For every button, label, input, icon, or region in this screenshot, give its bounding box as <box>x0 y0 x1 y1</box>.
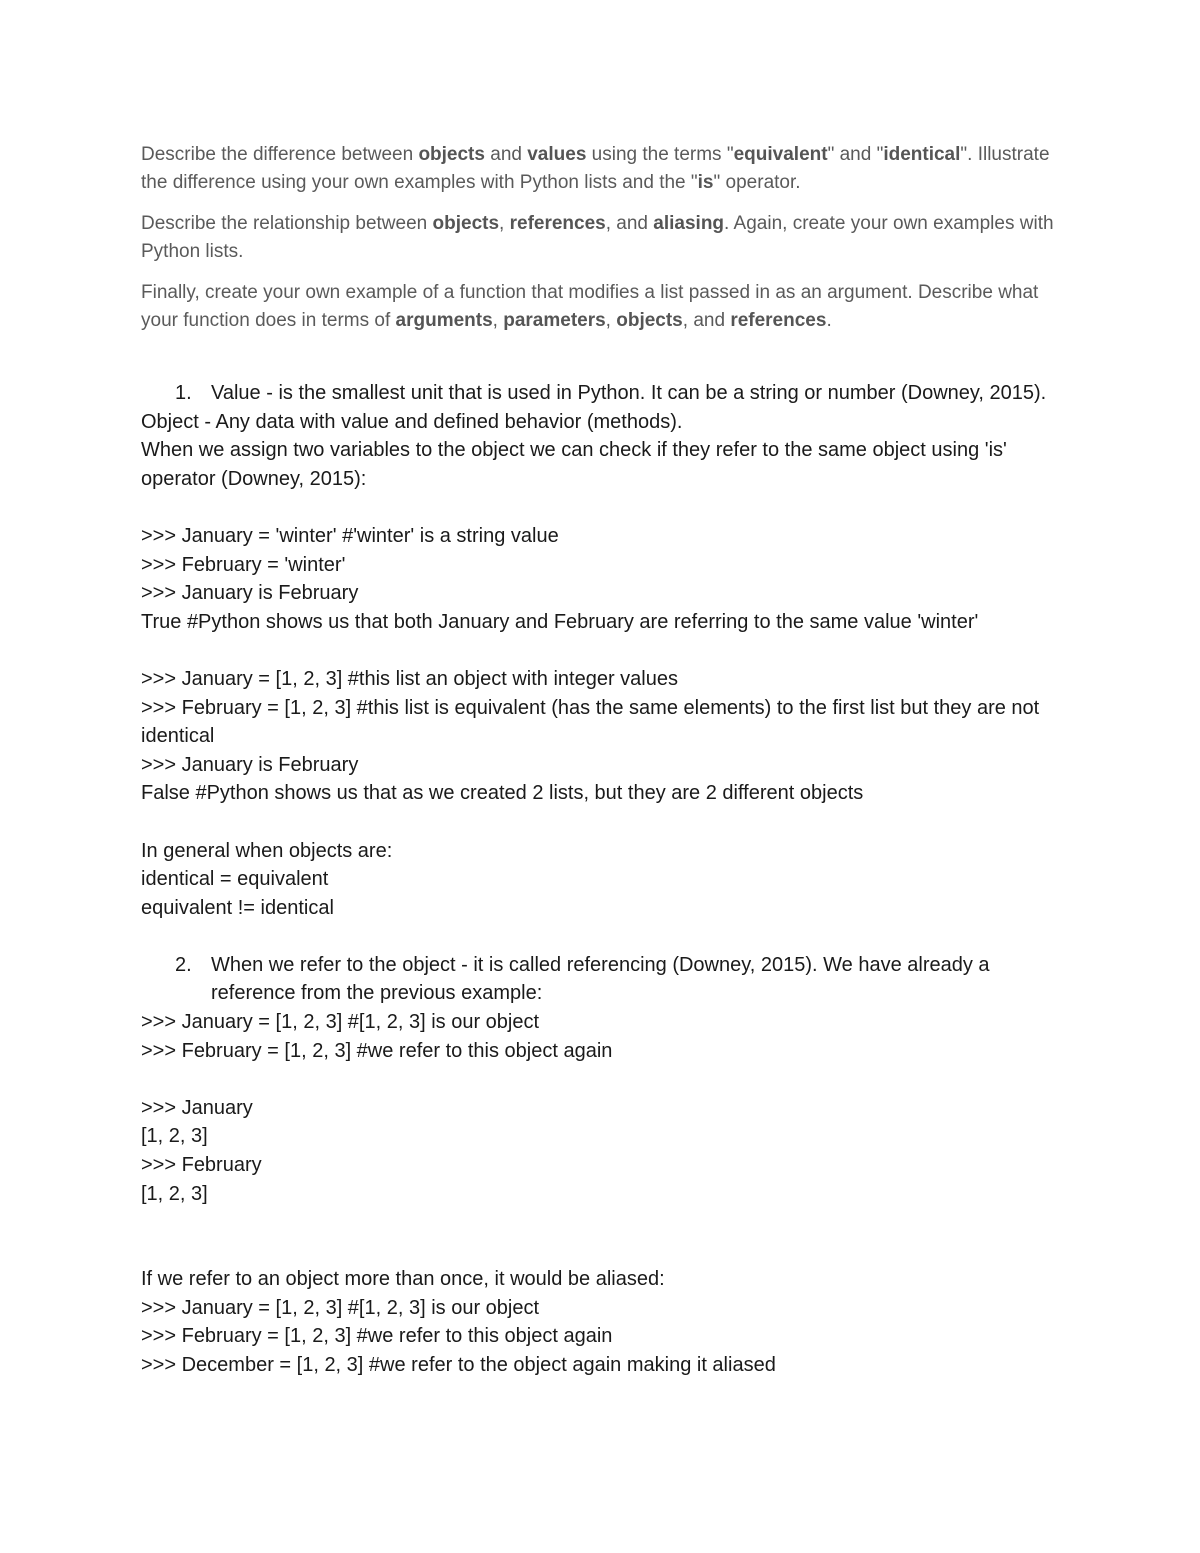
alias-intro: If we refer to an object more than once, it would be aliased: <box>141 1268 665 1291</box>
assignment-prompt <box>141 141 1061 348</box>
list-item-text: Value - is the smallest unit that is used in Python. It can be a string or number (Downey, 2015). <box>211 382 1047 404</box>
code-line: >>> January = [1, 2, 3] #[1, 2, 3] is our object <box>141 1296 540 1319</box>
code-output: True #Python shows us that both January and February are referring to the same value 'winter' <box>141 610 979 633</box>
term-is: is <box>697 171 714 193</box>
spacer <box>141 636 1061 665</box>
term-references: references <box>730 309 827 331</box>
object-definition: Object - Any data with value and defined behavior (methods). <box>141 410 683 433</box>
code-line: >>> February <box>141 1154 262 1177</box>
code-line: >>> January is February <box>141 753 359 776</box>
assign-intro: When we assign two variables to the object we can check if they refer to the same object using 'is' operator (Downey, 2015): <box>141 439 1007 490</box>
answer-body <box>141 379 1061 1380</box>
code-line: >>> January = [1, 2, 3] #[1, 2, 3] is our object <box>141 1011 540 1034</box>
spacer <box>141 808 1061 837</box>
code-line: >>> January <box>141 1096 253 1119</box>
general-rule: equivalent != identical <box>141 896 334 919</box>
prompt-paragraph-2: Describe the relationship between objects, references, and aliasing. Again, create your own examples with Python lists. <box>141 213 1054 262</box>
term-objects: objects <box>616 309 683 331</box>
spacer <box>141 1065 1061 1094</box>
general-rule: identical = equivalent <box>141 868 329 891</box>
code-line: >>> February = 'winter' <box>141 553 346 576</box>
code-line: >>> January is February <box>141 582 359 605</box>
code-output: False #Python shows us that as we created 2 lists, but they are 2 different objects <box>141 782 864 805</box>
term-arguments: arguments <box>395 309 493 331</box>
term-equivalent: equivalent <box>733 144 828 165</box>
term-aliasing: aliasing <box>653 213 725 234</box>
code-line: >>> February = [1, 2, 3] #this list is equivalent (has the same elements) to the first list but they are not identical <box>141 696 1040 748</box>
general-heading: In general when objects are: <box>141 839 393 862</box>
code-line: >>> January = 'winter' #'winter' is a string value <box>141 524 559 547</box>
term-objects: objects <box>418 144 485 165</box>
code-line: >>> December = [1, 2, 3] #we refer to the object again making it aliased <box>141 1354 776 1376</box>
list-item-2 <box>141 951 1061 1008</box>
term-identical: identical <box>883 144 961 165</box>
list-item-text: When we refer to the object - it is called referencing (Downey, 2015). We have already a reference from the previous example: <box>211 953 990 1005</box>
code-output: [1, 2, 3] <box>141 1125 208 1148</box>
list-number: 1. <box>175 382 192 404</box>
term-references: references <box>509 213 606 234</box>
code-line: >>> February = [1, 2, 3] #we refer to this object again <box>141 1325 613 1348</box>
code-line: >>> February = [1, 2, 3] #we refer to this object again <box>141 1039 613 1062</box>
list-number: 2. <box>175 953 192 976</box>
spacer <box>141 922 1061 951</box>
prompt-paragraph-1: Describe the difference between objects and values using the terms "equivalent" and "identical". Illustrate the difference using your own examples with Python lists and the "is" operator. <box>141 144 1050 193</box>
prompt-paragraph-3: Finally, create your own example of a function that modifies a list passed in as an argument. Describe what your function does in terms of arguments, parameters, objects, and references. <box>141 282 1039 331</box>
term-objects: objects <box>432 213 500 234</box>
code-output: [1, 2, 3] <box>141 1182 208 1205</box>
spacer <box>141 493 1061 522</box>
spacer <box>141 1208 1061 1265</box>
term-values: values <box>527 144 587 165</box>
list-item-1 <box>141 379 1061 408</box>
code-line: >>> January = [1, 2, 3] #this list an object with integer values <box>141 667 678 690</box>
term-parameters: parameters <box>503 309 606 331</box>
